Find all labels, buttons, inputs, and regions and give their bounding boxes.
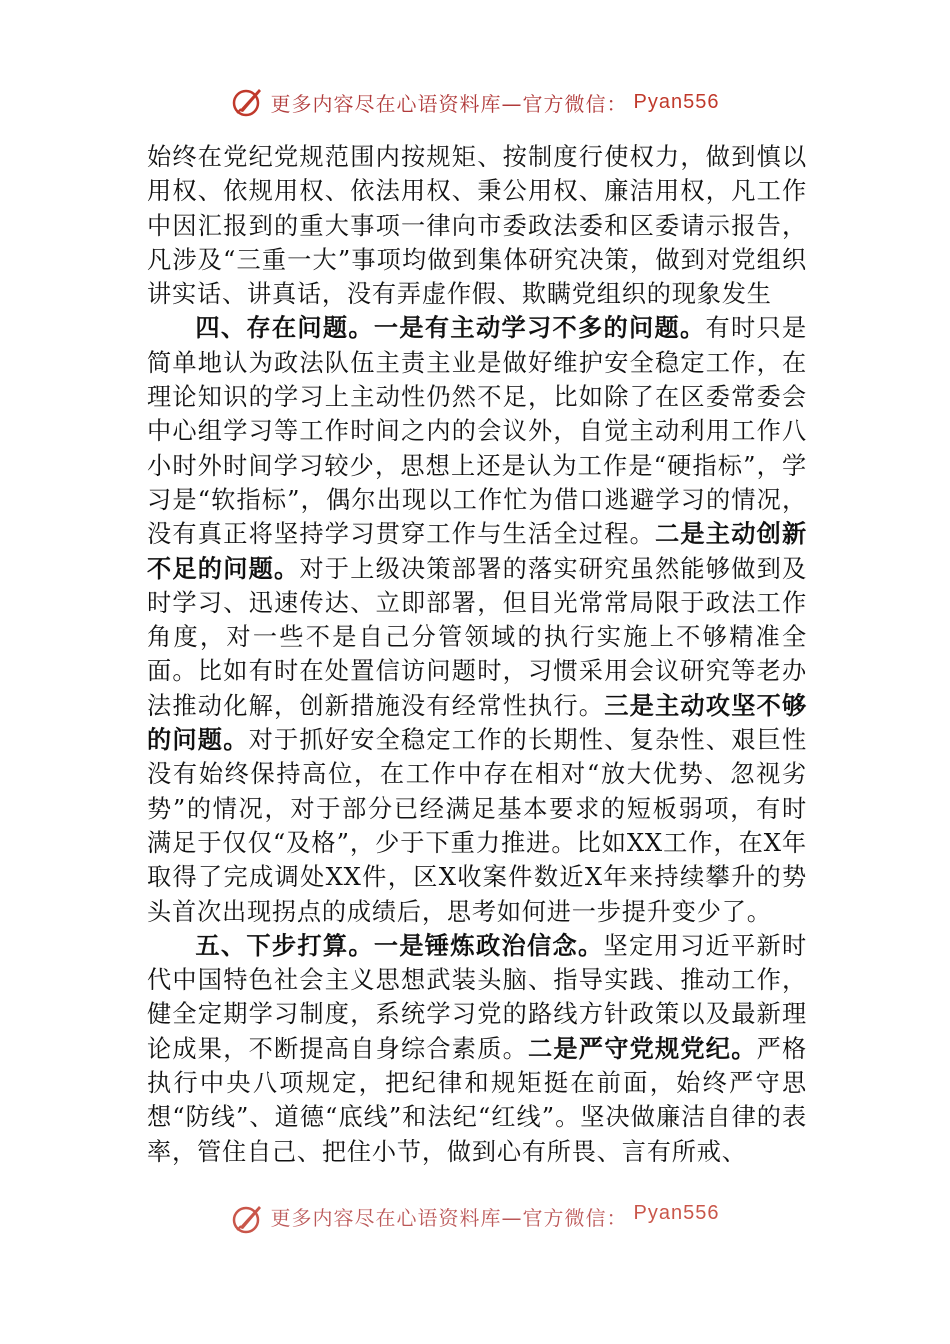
watermark-header: [0, 80, 950, 124]
subheading-tackling: 三是主动攻坚不够的问题。: [147, 691, 807, 755]
watermark-wechat-id: Pyan556: [633, 1202, 720, 1224]
paragraph-1: 始终在党纪党规范围内按规矩、按制度行使权力，做到慎以用权、依规用权、依法用权、秉公用权、廉洁用权，凡工作中因汇报到的重大事项一律向市委政法委和区委请示报告，凡涉及“三重一大”事项均做到集体研究决策，做到对党组织讲实话、讲真话，没有弄虚作假、欺瞒党组织的现象发生: [147, 143, 807, 309]
paragraph-problems: 四、存在问题。一是有主动学习不多的问题。有时只是简单地认为政法队伍主责主业是做好维护安全稳定工作，在理论知识的学习上主动性仍然不足，比如除了在区委常委会中心组学习等工作时间之内的会议外，自觉主动利用工作八小时外时间学习较少，思想上还是认为工作是“硬指标”，学习是“软指标”，偶尔出现以工作忙为借口逃避学习的情况，没有真正将坚持学习贯穿工作与生活全过程。二是主动创新不足的问题。对于上级决策部署的落实研究虽然能够做到及时学习、迅速传达、立即部署，但目光常常局限于政法工作角度，对一些不是自己分管领域的执行实施上不够精准全面。比如有时在处置信访问题时，习惯采用会议研究等老办法推动化解，创新措施没有经常性执行。三是主动攻坚不够的问题。对于抓好安全稳定工作的长期性、复杂性、艰巨性没有始终保持高位，在工作中存在相对“放大优势、忽视劣势”的情况，对于部分已经满足基本要求的短板弱项，有时满足于仅仅“及格”，少于下重力推进。比如XX工作，在X年取得了完成调处XX件，区X收案件数近X年来持续攀升的势头首次出现拐点的成绩后，思考如何进一步提升变少了。: [147, 314, 807, 926]
document-body: [147, 140, 807, 1169]
heading-problems: 四、存在问题。一是有主动学习不多的问题。: [195, 314, 706, 343]
subheading-innovation: 二是主动创新不足的问题。: [147, 520, 807, 583]
watermark-wechat-id: Pyan556: [633, 90, 720, 113]
quill-logo-icon: [231, 1202, 265, 1236]
watermark-text: 更多内容尽在心语资料库—官方微信：: [270, 1206, 628, 1230]
quill-logo-icon: [231, 85, 265, 119]
subheading-discipline: 二是严守党规党纪。: [528, 1034, 757, 1063]
watermark-text: 更多内容尽在心语资料库—官方微信：: [270, 91, 628, 116]
heading-plans: 五、下步打算。一是锤炼政治信念。: [195, 931, 604, 960]
watermark-footer: [0, 1202, 950, 1238]
paragraph-plans: 五、下步打算。一是锤炼政治信念。坚定用习近平新时代中国特色社会主义思想武装头脑、指导实践、推动工作，健全定期学习制度，系统学习党的路线方针政策以及最新理论成果，不断提高自身综合素质。二是严守党规党纪。严格执行中央八项规定，把纪律和规矩挺在前面，始终严守思想“防线”、道德“底线”和法纪“红线”。坚决做廉洁自律的表率，管住自己、把住小节，做到心有所畏、言有所戒、: [147, 931, 807, 1166]
